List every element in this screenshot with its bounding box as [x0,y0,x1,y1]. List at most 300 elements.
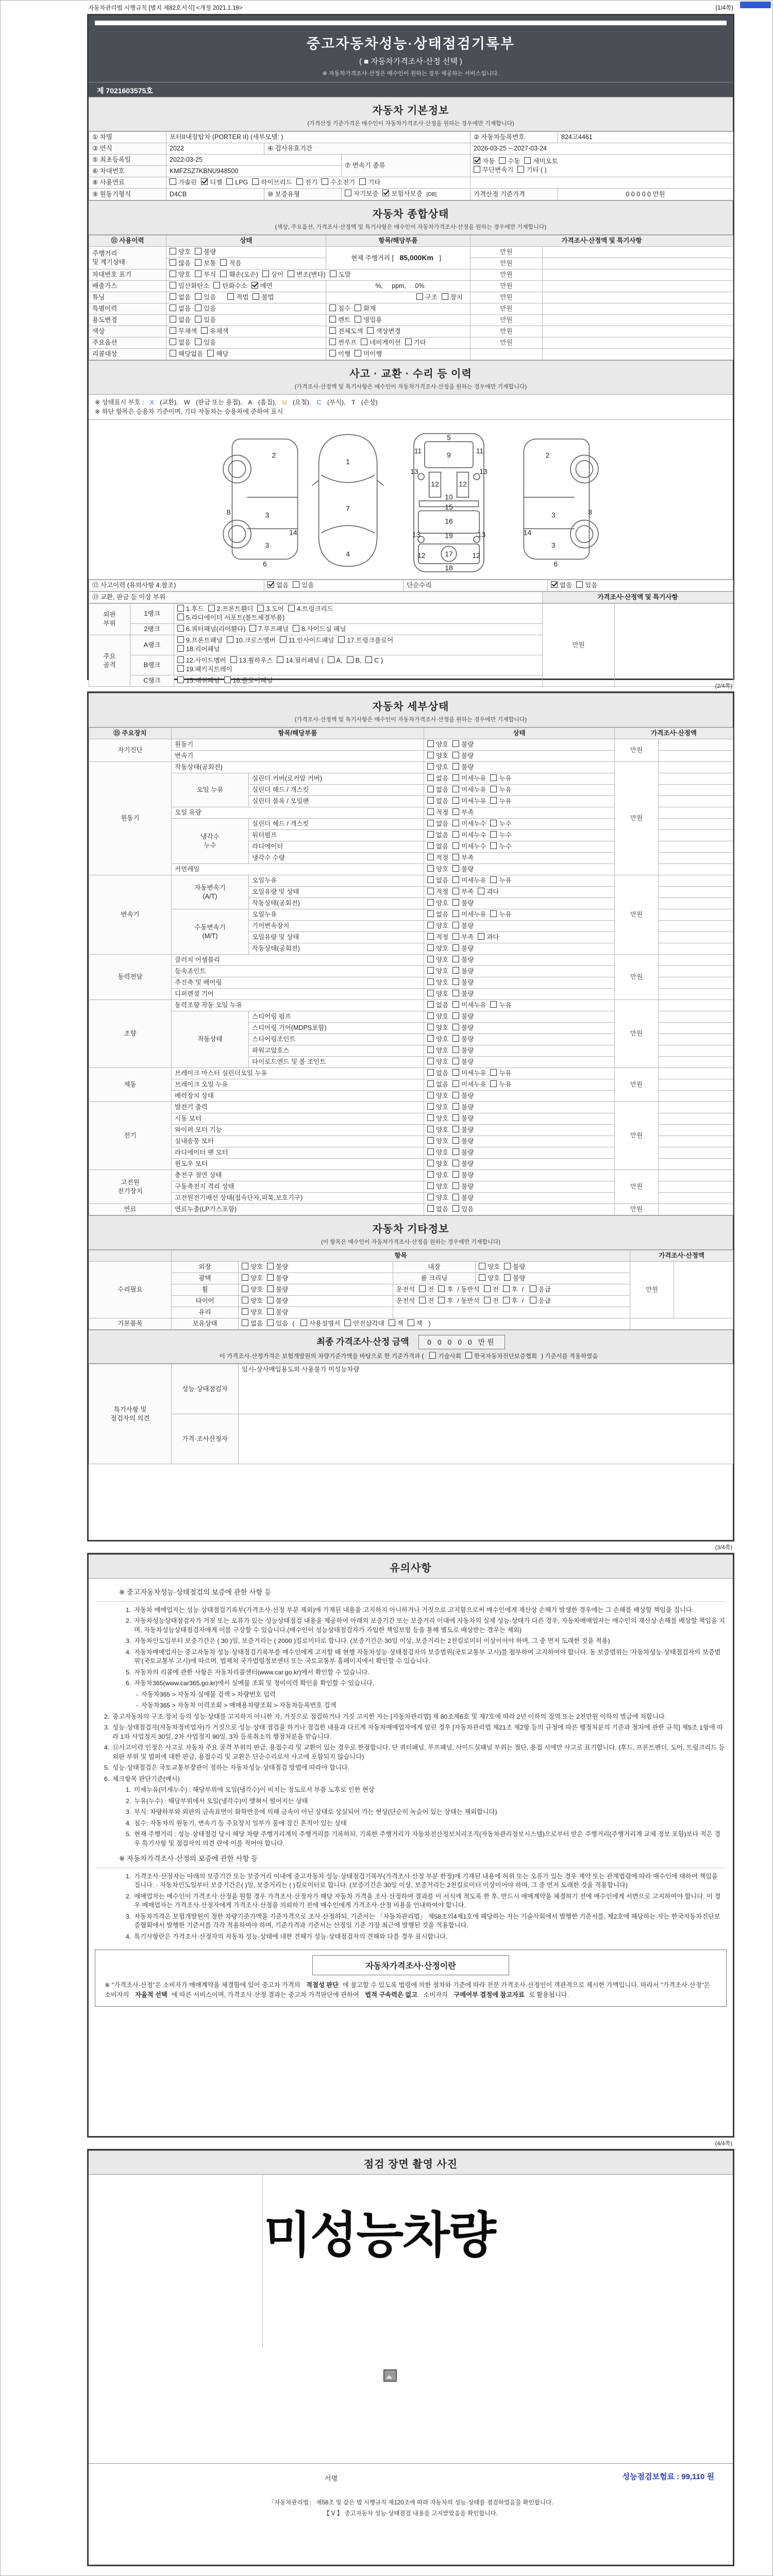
checkbox[interactable] [427,910,434,917]
checkbox[interactable] [452,1160,459,1166]
checkbox[interactable] [170,293,176,300]
checkbox[interactable] [452,990,459,996]
checkbox[interactable] [452,1024,459,1030]
checkbox[interactable] [427,842,434,849]
checkbox[interactable] [226,178,233,185]
checkbox[interactable] [207,350,214,357]
cell: 만원 [615,762,659,875]
checkbox[interactable] [267,1319,274,1326]
checkbox[interactable] [452,956,459,962]
notice-item: 4. ⑫사고이력 인정은 사고로 자동차 주요 골격 부위의 판금, 용접수리 및 교환이 있는 경우로 한정합니다. 단 쿼터패널, 루프패널, 사이드실패널 부위는 절단, 용접 시에만 사고로 표기합니다. (후드, 프론트펜더, 도어, 트렁크리드 등 외판 부위 및 범퍼에 대한 판금, 용접수리 및 교환은 단순수리로서 사고에 포함되지 않습니다) [104,1744,725,1760]
checkbox[interactable] [427,763,434,770]
notice-item: 2. 자동차성능상태점검자가 거짓 또는 오류가 있는 성능상태점검 내용을 제공하여 아래의 보증기간 또는 보증거리 이내에 자동차의 실제 성능·상태가 다른 경우, 자동차매매업자는 매수인의 재산상 손해를 배상할 책임을 지며, 자동차성능상태점검자에게 이를 구상할 수 있습니다.(매수인이 성능상태점검자가 가입한 책임보험 등을 통해 별도로 배상받는 경우는 제외) [126,1617,725,1634]
cell [424,1136,615,1147]
checkbox[interactable] [427,831,434,838]
checkbox[interactable] [267,1297,274,1303]
checkbox[interactable] [452,1058,459,1064]
checkbox-checked[interactable] [267,581,274,588]
cell [424,1068,615,1079]
checkbox[interactable] [220,270,227,277]
checkbox[interactable] [452,978,459,985]
checkbox[interactable] [452,797,459,804]
checkbox[interactable] [361,338,367,345]
checkbox[interactable] [504,1263,511,1269]
checkbox[interactable] [452,774,459,781]
label: 양호 [250,1297,263,1304]
checkbox[interactable] [490,910,497,917]
checkbox[interactable] [452,1126,459,1132]
label: (판금 또는 용접), [194,399,244,406]
checkbox[interactable] [452,1035,459,1042]
checkbox[interactable] [452,740,459,747]
checkbox[interactable] [213,282,220,289]
checkbox[interactable] [170,304,176,311]
checkbox[interactable] [227,293,234,300]
checkbox[interactable] [427,956,434,962]
checkbox-checked[interactable] [382,190,389,196]
checkbox[interactable] [408,1319,414,1326]
checkbox[interactable] [257,605,264,612]
cell [424,966,615,977]
checkbox[interactable] [427,1205,434,1212]
checkbox[interactable] [427,1046,434,1053]
checkbox[interactable] [427,1001,434,1008]
label: ] [437,254,441,262]
checkbox[interactable] [227,636,233,643]
checkbox[interactable] [452,1114,459,1121]
checkbox[interactable] [490,774,497,781]
svg-text:12: 12 [417,551,426,560]
checkbox[interactable] [452,910,459,917]
checkbox[interactable] [427,1137,434,1144]
checkbox[interactable] [478,933,484,940]
checkbox[interactable] [419,1297,426,1303]
checkbox[interactable] [195,304,201,311]
label: 양호 [178,271,191,278]
cell [424,773,615,785]
checkbox[interactable] [452,854,459,860]
checkbox[interactable] [328,656,334,663]
checkbox[interactable] [452,820,459,826]
checkbox[interactable] [504,1274,511,1281]
checkbox[interactable] [177,614,184,620]
checkbox[interactable] [452,1046,459,1053]
checkbox[interactable] [345,190,351,196]
cell: 자동변속기 (A/T) [172,875,249,909]
checkbox[interactable] [490,786,497,792]
checkbox[interactable] [208,605,215,612]
checkbox[interactable] [355,316,361,323]
checkbox[interactable] [405,338,412,345]
checkbox[interactable] [329,327,336,334]
checkbox[interactable] [355,350,361,357]
checkbox[interactable] [517,166,524,173]
label: 양호 [436,764,449,771]
checkbox[interactable] [490,820,497,826]
checkbox[interactable] [490,842,497,849]
label: 불량 [461,1047,474,1054]
label: 없음 [436,1070,449,1077]
checkbox[interactable] [452,865,459,872]
checkbox[interactable] [438,1297,445,1303]
cell: 가격·조사산정자 [172,1414,239,1464]
label: 불량 [276,1275,289,1282]
checkbox[interactable] [330,270,337,277]
checkbox[interactable] [177,676,184,683]
checkbox[interactable] [242,1263,248,1269]
checkbox[interactable] [288,605,295,612]
cell: 실린더 헤드 / 개스킷 [249,819,424,830]
checkbox[interactable] [438,1285,445,1292]
checkbox[interactable] [170,178,176,185]
checkbox[interactable] [427,899,434,906]
first-registration-date: 2022-03-25 [166,155,342,166]
checkbox[interactable] [452,1194,459,1200]
checkbox[interactable] [220,259,227,266]
checkbox[interactable] [322,178,328,185]
checkbox[interactable] [277,656,283,663]
checkbox[interactable] [427,774,434,781]
cell [424,864,615,875]
checkbox[interactable] [427,752,434,758]
checkbox[interactable] [389,1319,395,1326]
checkbox[interactable] [177,605,184,612]
checkbox[interactable] [490,831,497,838]
checkbox[interactable] [427,1024,434,1030]
checkbox[interactable] [452,1001,459,1008]
checkbox[interactable] [576,581,583,588]
checkbox[interactable] [452,1137,459,1144]
label: 양호 [178,248,191,256]
checkbox[interactable] [484,1297,491,1303]
checkbox[interactable] [427,888,434,894]
label: 누유 [499,1081,512,1088]
checkbox[interactable] [416,293,423,300]
cell [659,1125,733,1136]
checkbox[interactable] [503,1297,510,1303]
cell: 고전원 전기장치 [89,1170,172,1204]
corner-badge[interactable] [740,2,771,8]
column-header [89,1250,172,1262]
checkbox[interactable] [177,636,184,643]
checkbox[interactable] [177,665,184,672]
table-row [89,728,733,739]
checkbox[interactable] [280,636,287,643]
checkbox[interactable] [427,990,434,996]
checkbox[interactable] [484,1285,491,1292]
label: 미세누유 [461,798,486,805]
label: B, [355,657,362,664]
checkbox[interactable] [427,854,434,860]
cell: 특별이력 [89,303,166,315]
checkbox[interactable] [452,842,459,849]
checkbox[interactable] [479,1263,485,1269]
checkbox[interactable] [530,1285,536,1292]
checkbox[interactable] [252,178,259,185]
checkbox[interactable] [427,808,434,815]
cell: 오일유량 및 상태 [249,887,424,898]
label: 영업용 [363,316,382,324]
label: 양호 [436,866,449,873]
label: 부족 [461,854,474,861]
checkbox[interactable] [242,1319,248,1326]
checkbox[interactable] [490,797,497,804]
cell: 특기사항 및 점검자의 의견 [89,1364,172,1464]
label: 상이 [271,271,284,278]
checkbox[interactable] [170,327,176,334]
checkbox[interactable] [293,625,299,632]
checkbox[interactable] [452,752,459,758]
checkbox[interactable] [267,1263,274,1269]
checkbox[interactable] [177,656,184,663]
checkbox[interactable] [427,876,434,883]
column-header: 항목 [172,1250,630,1262]
cell [659,887,733,898]
label: 양호 [436,1092,449,1099]
final-price-amount: 0 0 0 0 0 만원 [418,1335,505,1349]
checkbox[interactable] [195,293,201,300]
checkbox[interactable] [452,1148,459,1155]
checkbox[interactable] [177,625,184,632]
checkbox[interactable] [530,1297,536,1303]
checkbox[interactable] [452,1092,459,1098]
checkbox[interactable] [452,933,459,940]
checkbox[interactable] [442,293,448,300]
checkbox[interactable] [195,259,201,266]
checkbox[interactable] [355,304,361,311]
checkbox[interactable] [177,645,184,652]
checkbox[interactable] [427,1171,434,1178]
checkbox[interactable] [474,166,480,173]
checkbox[interactable] [242,1308,248,1315]
checkbox[interactable] [452,808,459,815]
table-row [89,1102,733,1113]
label: 불량 [461,866,474,873]
checkbox[interactable] [427,865,434,872]
checkbox[interactable] [427,1012,434,1019]
cell [659,898,733,909]
checkbox[interactable] [452,1080,459,1087]
checkbox[interactable] [427,1148,434,1155]
cell: 만원 [615,955,659,1000]
checkbox[interactable] [452,888,459,894]
checkbox[interactable] [195,338,201,345]
checkbox[interactable] [427,944,434,951]
checkbox[interactable] [242,1274,248,1281]
label: 적절성 판단 [306,1981,339,1989]
cell [659,1034,733,1045]
checkbox[interactable] [195,316,201,323]
base-price: 0 0 0 0 0 만원 [558,189,733,200]
label: 로 활용됩니다. [528,1991,569,1998]
checkbox[interactable] [267,1285,274,1292]
checkbox[interactable] [452,763,459,770]
checkbox[interactable] [253,293,259,300]
cell [424,830,615,841]
checkbox[interactable] [293,581,299,588]
section-misc-info [89,1215,733,1250]
checkbox[interactable] [170,248,176,255]
checkbox[interactable] [427,922,434,928]
label: 없음 [436,786,449,793]
cell: 기어변속장치 [249,921,424,932]
label: 불량 [461,1183,474,1190]
checkbox[interactable] [170,282,176,289]
checkbox[interactable] [452,1205,459,1212]
cell: 색상 [89,326,166,337]
checkbox[interactable] [452,899,459,906]
checkbox[interactable] [344,1319,351,1326]
checkbox-checked[interactable] [251,282,258,289]
checkbox[interactable] [230,656,237,663]
label: 응급 [538,1286,551,1293]
checkbox[interactable] [419,1285,426,1292]
simple-repair [548,580,733,591]
checkbox-checked[interactable] [474,157,480,164]
top-meta [87,1,734,14]
checkbox[interactable] [170,270,176,277]
checkbox[interactable] [427,1182,434,1189]
cell: ⑥ 차대번호 [89,166,166,177]
checkbox[interactable] [490,876,497,883]
checkbox[interactable] [427,1092,434,1098]
checkbox[interactable] [296,178,303,185]
checkbox-checked[interactable] [201,178,208,185]
cell [659,739,733,751]
checkbox[interactable] [427,978,434,985]
cell [470,349,543,360]
checkbox[interactable] [499,157,506,164]
label: 8.사이드실 패널 [301,625,346,633]
checkbox[interactable] [242,1285,248,1292]
checkbox[interactable] [427,786,434,792]
checkbox[interactable] [427,1194,434,1200]
label: 없음 [436,1002,449,1009]
checkbox[interactable] [329,316,336,323]
checkbox[interactable] [427,1114,434,1121]
checkbox[interactable] [329,338,336,345]
checkbox[interactable] [262,270,269,277]
checkbox[interactable] [427,1035,434,1042]
notice-item: 4. 자동차매매업자는 중고자동차 성능·상태점검기록부를 매수인에게 고지할 때 현행 자동차성능·상태점검자의 보증범위(국토교통부 고시)를 첨부하여 고지하여야 합니다. 동 보증범위는 '자동차성능·상태점검자의 보증범위'(국토교통부 고시)에 따르며, 법제처 국가법령정보센터 또는 국토교통부 홈페이지에서 확인할 수 있습니다. [126,1648,721,1665]
checkbox[interactable] [490,1069,497,1076]
checkbox[interactable] [338,636,345,643]
cell [393,1284,630,1296]
notice-item: 1. 가격조사·산정자는 아래의 보증기간 또는 보증거리 이내에 중고자동차 성능·상태점검기록부(가격조사·산정 부분 한정)에 기재된 내용에 허위 또는 오류가 있는 경우 계약 또는 관계법령에 따라 매수인에 대하여 책임을 집니다. · 자동차인도일부터 보증기간은( )일, 보증거리는 ( )킬로미터로 합니다. (보증기간은 30일 이상, 보증거리는 2천킬로미터 이상이어야 하며, 그 중 먼저 도래한 것을 적용합니다) [126,1872,718,1889]
checkbox[interactable] [367,327,374,334]
checkbox[interactable] [427,740,434,747]
checkbox[interactable] [170,316,176,323]
cell [659,1147,733,1159]
label: 불량 [461,1024,474,1031]
table-row [89,143,733,155]
checkbox[interactable] [452,1171,459,1178]
regulation-reference: 자동차관리법 시행규칙 [별지 제82호서식] <개정 2021.1.19> [88,5,243,11]
checkbox[interactable] [288,270,294,277]
section-note: (이 항목은 매수인이 자동차가격조사·산정을 원하는 경우에만 기재합니다) [321,1239,501,1245]
checkbox[interactable] [452,944,459,951]
definition-text [105,1980,717,2000]
checkbox[interactable] [452,831,459,838]
checkbox[interactable] [249,625,256,632]
checkbox[interactable] [195,270,201,277]
checkbox[interactable] [503,1285,510,1292]
checkbox[interactable] [170,350,176,357]
checkbox[interactable] [242,1297,248,1303]
checkbox[interactable] [452,786,459,792]
checkbox[interactable] [427,1103,434,1110]
checkbox[interactable] [490,1001,497,1008]
cell: 변속기 [89,875,172,955]
label: 누수 [499,843,512,850]
checkbox[interactable] [452,922,459,928]
checkbox[interactable] [427,1160,434,1166]
checkbox[interactable] [465,1352,472,1359]
checkbox[interactable] [429,1352,436,1359]
cell: ④ 검사유효기간 [264,143,470,155]
page-indicator-2: (2/4쪽) [715,683,732,689]
label: 법적 구속력은 없고 [365,1991,418,1998]
checkbox[interactable] [329,350,336,357]
label: 세미오토 [533,157,558,165]
cell [659,1011,733,1023]
checkbox[interactable] [347,656,354,663]
label: 사용설명서 [309,1320,341,1327]
checkbox[interactable] [201,327,208,334]
checkbox[interactable] [224,676,231,683]
label: 양호 [436,968,449,975]
checkbox[interactable] [479,1274,485,1281]
checkbox[interactable] [300,1319,307,1326]
checkbox[interactable] [427,1058,434,1064]
checkbox[interactable] [452,1103,459,1110]
cell: 라디에이터 [249,841,424,853]
checkbox[interactable] [427,1080,434,1087]
checkbox[interactable] [170,338,176,345]
checkbox[interactable] [267,1308,274,1315]
checkbox[interactable] [427,797,434,804]
checkbox[interactable] [359,178,366,185]
checkbox[interactable] [365,656,372,663]
label: 에 따른 서비스이며, 가격조사·산정 결과는 중고차 가격판단에 관하여 [171,1991,361,1998]
checkbox[interactable] [329,304,336,311]
checkbox-checked[interactable] [551,581,558,588]
section-title: 자동차 기본정보 [372,105,449,116]
checkbox[interactable] [170,259,176,266]
table-row [89,1000,733,1011]
checkbox[interactable] [427,933,434,940]
checkbox[interactable] [427,1126,434,1132]
checkbox[interactable] [524,157,531,164]
checkbox[interactable] [267,1274,274,1281]
checkbox[interactable] [427,1069,434,1076]
cell: 만원 [615,1170,659,1204]
checkbox[interactable] [195,248,201,255]
checkbox[interactable] [452,876,459,883]
checkbox[interactable] [478,888,484,894]
cell [326,337,470,349]
checkbox[interactable] [452,1182,459,1189]
checkbox[interactable] [427,967,434,974]
checkbox[interactable] [490,1080,497,1087]
label-vehicle-name: ① 차명 [89,132,166,143]
checkbox[interactable] [452,1012,459,1019]
checkbox[interactable] [427,820,434,826]
checkbox[interactable] [452,967,459,974]
checkbox[interactable] [452,1069,459,1076]
cell: 보유상태 [172,1318,239,1330]
cell [239,1318,630,1330]
